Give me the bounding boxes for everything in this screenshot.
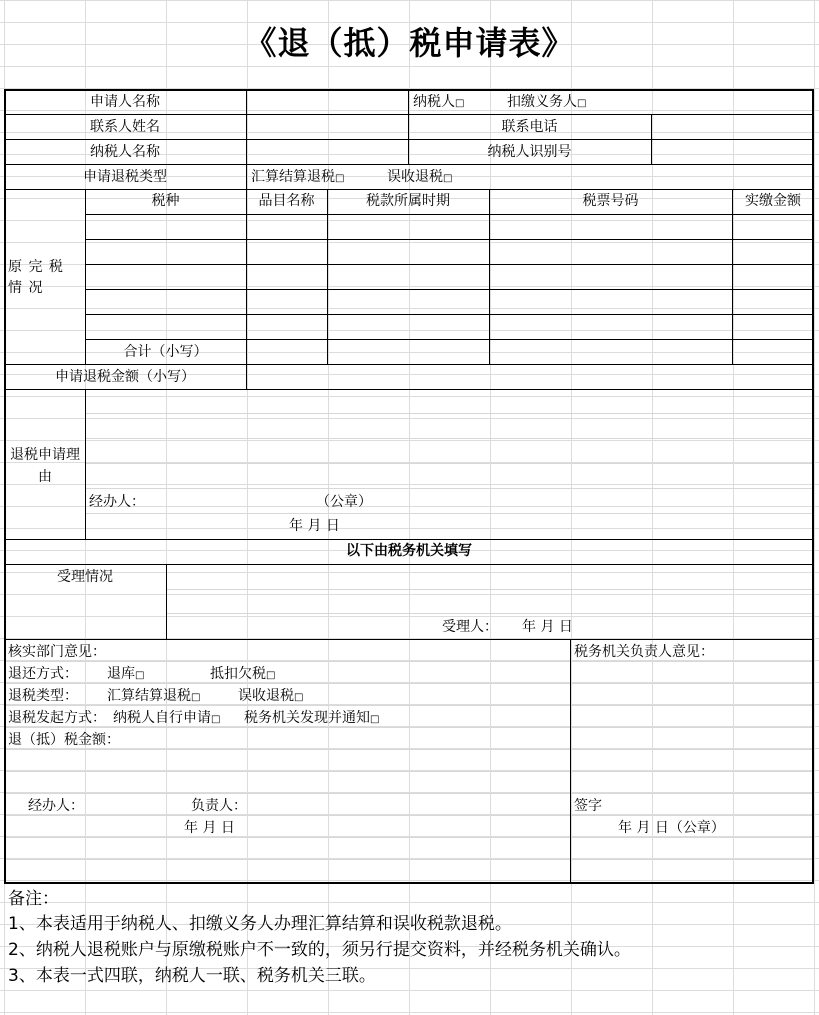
applicant-name-label: 申请人名称 xyxy=(90,94,160,110)
refund-type-settlement-label: 汇算结算退税 xyxy=(251,169,335,185)
note-item-3: 3、本表一式四联，纳税人一联、税务机关三联。 xyxy=(8,966,376,986)
reason-handler-label: 经办人： xyxy=(89,494,145,510)
taxpayer-id-label: 纳税人识别号 xyxy=(487,144,572,160)
checkbox-icon[interactable]: □ xyxy=(443,173,453,184)
refund-offset-amount-label: 退（抵）税金额： xyxy=(8,732,120,748)
applicant-name-field[interactable] xyxy=(247,91,407,114)
rule xyxy=(4,189,814,190)
refund-type-wrongful-label: 误收退税 xyxy=(387,169,443,185)
refund-reason-label: 退税申请理由 xyxy=(10,447,80,485)
taxpayer-name-label: 纳税人名称 xyxy=(90,144,160,160)
acceptance-field[interactable] xyxy=(167,565,812,615)
grid-line xyxy=(4,793,570,794)
grid-line xyxy=(4,661,570,662)
dept-opinion-label: 核实部门意见： xyxy=(8,644,106,660)
contact-name-field[interactable] xyxy=(247,115,407,139)
withholding-agent-option[interactable] xyxy=(507,94,586,112)
initiation-label: 退税发起方式： xyxy=(8,710,106,726)
grid-line xyxy=(4,837,814,838)
return-method-label: 退还方式： xyxy=(8,666,78,682)
head-opinion-field[interactable] xyxy=(571,663,812,793)
note-item-1: 1、本表适用于纳税人、扣缴义务人办理汇算结算和误收税款退税。 xyxy=(8,914,512,934)
return-option-treasury-label: 退库 xyxy=(107,666,135,682)
checkbox-icon[interactable]: □ xyxy=(455,98,465,109)
grid-line xyxy=(4,683,570,684)
refund-amount-label: 申请退税金额（小写） xyxy=(55,369,195,385)
column-header-ticket-number: 税票号码 xyxy=(582,193,639,209)
contact-name-label: 联系人姓名 xyxy=(90,119,160,135)
initiation-self-label: 纳税人自行申请 xyxy=(113,710,211,726)
reason-date-label: 年 月 日 xyxy=(289,518,340,534)
withholding-agent-option-label: 扣缴义务人 xyxy=(507,94,577,110)
column-header-tax-type: 税种 xyxy=(151,193,180,209)
checkbox-icon[interactable]: □ xyxy=(577,98,587,109)
grid-line xyxy=(85,513,814,514)
checkbox-icon[interactable]: □ xyxy=(191,692,201,703)
notes-heading: 备注： xyxy=(8,889,59,909)
return-option-offset-label: 抵扣欠税 xyxy=(210,666,266,682)
verification-settlement-label: 汇算结算退税 xyxy=(107,688,191,704)
checkbox-icon[interactable]: □ xyxy=(211,714,221,725)
note-item-2: 2、纳税人退税账户与原缴税账户不一致的，须另行提交资料，并经税务机关确认。 xyxy=(8,940,631,960)
application-form xyxy=(4,89,814,884)
verification-wrongful-label: 误收退税 xyxy=(238,688,294,704)
verification-wrongful-option[interactable] xyxy=(238,688,303,706)
checkbox-icon[interactable]: □ xyxy=(335,173,345,184)
refund-type-label: 申请退税类型 xyxy=(83,169,167,185)
verification-refund-type-label: 退税类型： xyxy=(8,688,78,704)
signature-label: 签字 xyxy=(574,798,602,814)
initiation-authority-option[interactable] xyxy=(244,710,379,728)
authority-section-header: 以下由税务机关填写 xyxy=(346,543,472,559)
border-top xyxy=(4,89,814,91)
contact-phone-field[interactable] xyxy=(652,115,812,139)
contact-phone-label: 联系电话 xyxy=(501,119,558,135)
acceptance-date-label: 年 月 日 xyxy=(522,619,573,635)
acceptance-label: 受理情况 xyxy=(57,569,113,585)
column-header-paid-amount: 实缴金额 xyxy=(745,193,801,209)
refund-type-settlement-option[interactable] xyxy=(251,169,344,187)
total-label: 合计（小写） xyxy=(123,344,208,360)
rule xyxy=(408,89,409,114)
tax-detail-rows[interactable] xyxy=(86,215,812,339)
grid-line xyxy=(570,793,814,794)
original-tax-label: 原 完 税 情 况 xyxy=(8,259,64,296)
checkbox-icon[interactable]: □ xyxy=(370,714,380,725)
initiation-self-option[interactable] xyxy=(113,710,220,728)
verification-handler-label: 经办人： xyxy=(28,798,84,814)
rule xyxy=(4,639,814,640)
taxpayer-option[interactable] xyxy=(413,94,464,112)
head-date-label: 年 月 日（公章） xyxy=(618,820,725,836)
acceptor-label: 受理人： xyxy=(442,619,498,635)
taxpayer-option-label: 纳税人 xyxy=(413,94,455,110)
refund-reason-field[interactable] xyxy=(86,390,812,490)
reason-seal-label: （公章） xyxy=(316,494,372,510)
taxpayer-name-field[interactable] xyxy=(247,140,407,164)
verification-responsible-label: 负责人： xyxy=(191,798,247,814)
border-bottom xyxy=(4,882,814,884)
head-opinion-label: 税务机关负责人意见： xyxy=(574,644,714,660)
refund-type-wrongful-option[interactable] xyxy=(387,169,452,187)
checkbox-icon[interactable]: □ xyxy=(266,670,276,681)
grid-line xyxy=(570,661,814,662)
form-title: 《退（抵）税申请表》 xyxy=(244,24,575,62)
column-header-tax-period: 税款所属时期 xyxy=(366,193,450,209)
checkbox-icon[interactable]: □ xyxy=(135,670,145,681)
rule xyxy=(4,539,814,540)
initiation-authority-label: 税务机关发现并通知 xyxy=(244,710,370,726)
verification-date-label: 年 月 日 xyxy=(184,820,235,836)
rule xyxy=(246,164,247,189)
return-option-treasury[interactable] xyxy=(107,666,144,684)
border-left xyxy=(4,89,6,884)
verification-settlement-option[interactable] xyxy=(107,688,200,706)
grid-line xyxy=(4,859,814,860)
taxpayer-id-field[interactable] xyxy=(652,140,812,164)
refund-amount-field[interactable] xyxy=(247,365,812,389)
rule xyxy=(4,164,814,165)
column-header-item-name: 品目名称 xyxy=(258,193,315,209)
checkbox-icon[interactable]: □ xyxy=(294,692,304,703)
return-option-offset[interactable] xyxy=(210,666,275,684)
rule xyxy=(85,339,814,340)
grid-line xyxy=(4,815,814,816)
